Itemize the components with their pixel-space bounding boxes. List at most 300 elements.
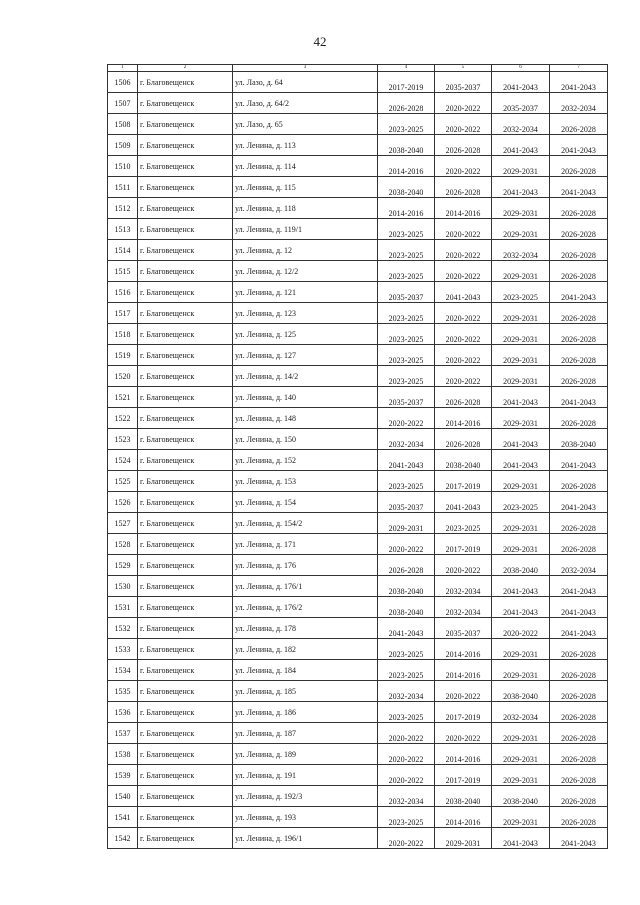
city-cell: г. Благовещенск — [138, 429, 233, 450]
row-number: 1542 — [108, 828, 138, 849]
period-cell: 2026-2028 — [550, 807, 608, 828]
period-cell: 2020-2022 — [435, 156, 492, 177]
period-cell: 2041-2043 — [550, 828, 608, 849]
row-number: 1533 — [108, 639, 138, 660]
period-cell: 2017-2019 — [435, 765, 492, 786]
row-number: 1526 — [108, 492, 138, 513]
period-cell: 2020-2022 — [378, 744, 435, 765]
row-number: 1511 — [108, 177, 138, 198]
period-cell: 2041-2043 — [492, 828, 550, 849]
period-cell: 2026-2028 — [550, 324, 608, 345]
period-cell: 2035-2037 — [378, 282, 435, 303]
table-row — [108, 366, 608, 387]
period-cell: 2026-2028 — [550, 366, 608, 387]
row-number: 1535 — [108, 681, 138, 702]
column-number-row — [108, 65, 608, 72]
period-cell: 2038-2040 — [550, 429, 608, 450]
period-cell: 2020-2022 — [435, 240, 492, 261]
period-cell: 2026-2028 — [435, 429, 492, 450]
row-number: 1538 — [108, 744, 138, 765]
address-cell: ул. Ленина, д. 176/2 — [233, 597, 378, 618]
city-cell: г. Благовещенск — [138, 723, 233, 744]
period-cell: 2041-2043 — [550, 72, 608, 93]
period-cell: 2029-2031 — [492, 744, 550, 765]
period-cell: 2026-2028 — [378, 555, 435, 576]
period-cell: 2032-2034 — [550, 93, 608, 114]
period-cell: 2026-2028 — [435, 135, 492, 156]
period-cell: 2020-2022 — [435, 324, 492, 345]
period-cell: 2023-2025 — [378, 702, 435, 723]
table-row — [108, 723, 608, 744]
period-cell: 2017-2019 — [378, 72, 435, 93]
city-cell: г. Благовещенск — [138, 828, 233, 849]
period-cell: 2038-2040 — [378, 597, 435, 618]
period-cell: 2026-2028 — [550, 702, 608, 723]
period-cell: 2041-2043 — [435, 282, 492, 303]
period-cell: 2026-2028 — [550, 681, 608, 702]
table-row — [108, 576, 608, 597]
table-row — [108, 282, 608, 303]
address-cell: ул. Ленина, д. 114 — [233, 156, 378, 177]
period-cell: 2029-2031 — [492, 408, 550, 429]
period-cell: 2017-2019 — [435, 471, 492, 492]
table-row — [108, 450, 608, 471]
table-row — [108, 303, 608, 324]
period-cell: 2017-2019 — [435, 702, 492, 723]
row-number: 1534 — [108, 660, 138, 681]
address-cell: ул. Ленина, д. 192/3 — [233, 786, 378, 807]
row-number: 1513 — [108, 219, 138, 240]
city-cell: г. Благовещенск — [138, 450, 233, 471]
period-cell: 2029-2031 — [492, 471, 550, 492]
address-cell: ул. Ленина, д. 12/2 — [233, 261, 378, 282]
column-number: 3 — [233, 65, 378, 72]
period-cell: 2026-2028 — [550, 513, 608, 534]
period-cell: 2032-2034 — [550, 555, 608, 576]
address-cell: ул. Лазо, д. 64 — [233, 72, 378, 93]
period-cell: 2041-2043 — [492, 177, 550, 198]
period-cell: 2023-2025 — [435, 513, 492, 534]
period-cell: 2041-2043 — [492, 597, 550, 618]
row-number: 1528 — [108, 534, 138, 555]
period-cell: 2026-2028 — [550, 723, 608, 744]
address-cell: ул. Ленина, д. 150 — [233, 429, 378, 450]
period-cell: 2020-2022 — [435, 345, 492, 366]
period-cell: 2020-2022 — [435, 261, 492, 282]
period-cell: 2023-2025 — [492, 492, 550, 513]
table-row — [108, 702, 608, 723]
city-cell: г. Благовещенск — [138, 765, 233, 786]
table-row — [108, 471, 608, 492]
table-row — [108, 156, 608, 177]
address-cell: ул. Ленина, д. 191 — [233, 765, 378, 786]
period-cell: 2014-2016 — [435, 744, 492, 765]
table-row — [108, 261, 608, 282]
period-cell: 2026-2028 — [550, 156, 608, 177]
period-cell: 2029-2031 — [435, 828, 492, 849]
column-number: 2 — [138, 65, 233, 72]
period-cell: 2029-2031 — [492, 261, 550, 282]
address-cell: ул. Ленина, д. 176/1 — [233, 576, 378, 597]
period-cell: 2029-2031 — [492, 303, 550, 324]
period-cell: 2041-2043 — [492, 135, 550, 156]
period-cell: 2041-2043 — [550, 135, 608, 156]
row-number: 1539 — [108, 765, 138, 786]
address-cell: ул. Ленина, д. 154 — [233, 492, 378, 513]
table-row — [108, 597, 608, 618]
period-cell: 2029-2031 — [492, 198, 550, 219]
column-number: 7 — [550, 65, 608, 72]
period-cell: 2026-2028 — [550, 471, 608, 492]
period-cell: 2026-2028 — [550, 114, 608, 135]
row-number: 1517 — [108, 303, 138, 324]
period-cell: 2029-2031 — [492, 345, 550, 366]
period-cell: 2020-2022 — [378, 828, 435, 849]
period-cell: 2026-2028 — [550, 303, 608, 324]
period-cell: 2023-2025 — [378, 240, 435, 261]
period-cell: 2026-2028 — [550, 534, 608, 555]
city-cell: г. Благовещенск — [138, 345, 233, 366]
table-row — [108, 660, 608, 681]
row-number: 1512 — [108, 198, 138, 219]
row-number: 1541 — [108, 807, 138, 828]
period-cell: 2026-2028 — [550, 240, 608, 261]
city-cell: г. Благовещенск — [138, 639, 233, 660]
column-number: 1 — [108, 65, 138, 72]
period-cell: 2014-2016 — [435, 639, 492, 660]
period-cell: 2038-2040 — [378, 135, 435, 156]
row-number: 1514 — [108, 240, 138, 261]
city-cell: г. Благовещенск — [138, 198, 233, 219]
period-cell: 2032-2034 — [378, 681, 435, 702]
row-number: 1536 — [108, 702, 138, 723]
row-number: 1531 — [108, 597, 138, 618]
period-cell: 2041-2043 — [492, 450, 550, 471]
period-cell: 2029-2031 — [492, 807, 550, 828]
period-cell: 2020-2022 — [378, 534, 435, 555]
city-cell: г. Благовещенск — [138, 576, 233, 597]
address-cell: ул. Лазо, д. 64/2 — [233, 93, 378, 114]
table-row — [108, 219, 608, 240]
period-cell: 2032-2034 — [378, 786, 435, 807]
row-number: 1519 — [108, 345, 138, 366]
period-cell: 2035-2037 — [378, 492, 435, 513]
table-row — [108, 324, 608, 345]
address-cell: ул. Ленина, д. 193 — [233, 807, 378, 828]
period-cell: 2020-2022 — [378, 408, 435, 429]
period-cell: 2035-2037 — [492, 93, 550, 114]
period-cell: 2029-2031 — [492, 156, 550, 177]
period-cell: 2014-2016 — [435, 198, 492, 219]
period-cell: 2041-2043 — [378, 450, 435, 471]
city-cell: г. Благовещенск — [138, 492, 233, 513]
period-cell: 2038-2040 — [492, 555, 550, 576]
row-number: 1527 — [108, 513, 138, 534]
period-cell: 2020-2022 — [435, 723, 492, 744]
period-cell: 2029-2031 — [492, 723, 550, 744]
city-cell: г. Благовещенск — [138, 156, 233, 177]
address-cell: ул. Лазо, д. 65 — [233, 114, 378, 135]
period-cell: 2020-2022 — [435, 93, 492, 114]
period-cell: 2020-2022 — [435, 681, 492, 702]
column-number: 4 — [378, 65, 435, 72]
city-cell: г. Благовещенск — [138, 660, 233, 681]
table-row — [108, 135, 608, 156]
period-cell: 2032-2034 — [378, 429, 435, 450]
city-cell: г. Благовещенск — [138, 534, 233, 555]
city-cell: г. Благовещенск — [138, 261, 233, 282]
address-cell: ул. Ленина, д. 125 — [233, 324, 378, 345]
period-cell: 2041-2043 — [492, 72, 550, 93]
table-row — [108, 534, 608, 555]
period-cell: 2023-2025 — [378, 219, 435, 240]
city-cell: г. Благовещенск — [138, 744, 233, 765]
period-cell: 2014-2016 — [435, 807, 492, 828]
period-cell: 2020-2022 — [435, 219, 492, 240]
city-cell: г. Благовещенск — [138, 366, 233, 387]
period-cell: 2029-2031 — [378, 513, 435, 534]
period-cell: 2026-2028 — [550, 198, 608, 219]
column-number: 5 — [435, 65, 492, 72]
housing-register-table — [107, 64, 608, 849]
address-cell: ул. Ленина, д. 178 — [233, 618, 378, 639]
address-cell: ул. Ленина, д. 115 — [233, 177, 378, 198]
period-cell: 2014-2016 — [435, 660, 492, 681]
period-cell: 2026-2028 — [550, 639, 608, 660]
period-cell: 2026-2028 — [378, 93, 435, 114]
period-cell: 2026-2028 — [550, 219, 608, 240]
period-cell: 2041-2043 — [550, 618, 608, 639]
address-cell: ул. Ленина, д. 189 — [233, 744, 378, 765]
row-number: 1524 — [108, 450, 138, 471]
period-cell: 2014-2016 — [435, 408, 492, 429]
table-row — [108, 807, 608, 828]
row-number: 1529 — [108, 555, 138, 576]
row-number: 1508 — [108, 114, 138, 135]
address-cell: ул. Ленина, д. 118 — [233, 198, 378, 219]
period-cell: 2023-2025 — [378, 639, 435, 660]
period-cell: 2035-2037 — [378, 387, 435, 408]
address-cell: ул. Ленина, д. 153 — [233, 471, 378, 492]
period-cell: 2029-2031 — [492, 324, 550, 345]
city-cell: г. Благовещенск — [138, 702, 233, 723]
period-cell: 2026-2028 — [550, 786, 608, 807]
period-cell: 2038-2040 — [492, 681, 550, 702]
table-row — [108, 513, 608, 534]
period-cell: 2035-2037 — [435, 618, 492, 639]
row-number: 1518 — [108, 324, 138, 345]
table-row — [108, 72, 608, 93]
period-cell: 2041-2043 — [492, 576, 550, 597]
period-cell: 2023-2025 — [378, 471, 435, 492]
table-body — [108, 65, 608, 849]
period-cell: 2020-2022 — [435, 366, 492, 387]
period-cell: 2023-2025 — [378, 324, 435, 345]
address-cell: ул. Ленина, д. 148 — [233, 408, 378, 429]
period-cell: 2041-2043 — [492, 429, 550, 450]
table-row — [108, 618, 608, 639]
table-row — [108, 408, 608, 429]
row-number: 1540 — [108, 786, 138, 807]
table-row — [108, 198, 608, 219]
period-cell: 2038-2040 — [378, 177, 435, 198]
table-row — [108, 555, 608, 576]
table-row — [108, 345, 608, 366]
row-number: 1521 — [108, 387, 138, 408]
period-cell: 2020-2022 — [378, 723, 435, 744]
table-row — [108, 639, 608, 660]
address-cell: ул. Ленина, д. 123 — [233, 303, 378, 324]
row-number: 1522 — [108, 408, 138, 429]
period-cell: 2041-2043 — [550, 576, 608, 597]
period-cell: 2038-2040 — [378, 576, 435, 597]
city-cell: г. Благовещенск — [138, 135, 233, 156]
address-cell: ул. Ленина, д. 140 — [233, 387, 378, 408]
table-row — [108, 387, 608, 408]
address-cell: ул. Ленина, д. 119/1 — [233, 219, 378, 240]
period-cell: 2023-2025 — [378, 807, 435, 828]
address-cell: ул. Ленина, д. 185 — [233, 681, 378, 702]
period-cell: 2041-2043 — [550, 282, 608, 303]
period-cell: 2038-2040 — [492, 786, 550, 807]
row-number: 1509 — [108, 135, 138, 156]
period-cell: 2026-2028 — [550, 744, 608, 765]
address-cell: ул. Ленина, д. 14/2 — [233, 366, 378, 387]
row-number: 1507 — [108, 93, 138, 114]
period-cell: 2038-2040 — [435, 450, 492, 471]
period-cell: 2032-2034 — [492, 702, 550, 723]
table-row — [108, 765, 608, 786]
city-cell: г. Благовещенск — [138, 618, 233, 639]
period-cell: 2023-2025 — [378, 114, 435, 135]
city-cell: г. Благовещенск — [138, 786, 233, 807]
period-cell: 2026-2028 — [550, 765, 608, 786]
period-cell: 2041-2043 — [550, 597, 608, 618]
city-cell: г. Благовещенск — [138, 471, 233, 492]
period-cell: 2023-2025 — [378, 303, 435, 324]
period-cell: 2023-2025 — [378, 345, 435, 366]
period-cell: 2041-2043 — [550, 387, 608, 408]
table-row — [108, 177, 608, 198]
period-cell: 2029-2031 — [492, 660, 550, 681]
period-cell: 2038-2040 — [435, 786, 492, 807]
period-cell: 2023-2025 — [378, 366, 435, 387]
period-cell: 2029-2031 — [492, 639, 550, 660]
address-cell: ул. Ленина, д. 182 — [233, 639, 378, 660]
city-cell: г. Благовещенск — [138, 387, 233, 408]
period-cell: 2020-2022 — [492, 618, 550, 639]
row-number: 1532 — [108, 618, 138, 639]
period-cell: 2020-2022 — [435, 555, 492, 576]
period-cell: 2041-2043 — [492, 387, 550, 408]
period-cell: 2032-2034 — [435, 576, 492, 597]
period-cell: 2020-2022 — [435, 303, 492, 324]
period-cell: 2041-2043 — [550, 450, 608, 471]
address-cell: ул. Ленина, д. 196/1 — [233, 828, 378, 849]
period-cell: 2041-2043 — [550, 177, 608, 198]
city-cell: г. Благовещенск — [138, 555, 233, 576]
city-cell: г. Благовещенск — [138, 597, 233, 618]
address-cell: ул. Ленина, д. 154/2 — [233, 513, 378, 534]
period-cell: 2032-2034 — [435, 597, 492, 618]
row-number: 1510 — [108, 156, 138, 177]
city-cell: г. Благовещенск — [138, 72, 233, 93]
row-number: 1520 — [108, 366, 138, 387]
period-cell: 2026-2028 — [435, 387, 492, 408]
city-cell: г. Благовещенск — [138, 282, 233, 303]
period-cell: 2029-2031 — [492, 219, 550, 240]
column-number: 6 — [492, 65, 550, 72]
period-cell: 2014-2016 — [378, 198, 435, 219]
table-row — [108, 786, 608, 807]
period-cell: 2029-2031 — [492, 366, 550, 387]
row-number: 1506 — [108, 72, 138, 93]
table-row — [108, 429, 608, 450]
period-cell: 2026-2028 — [550, 261, 608, 282]
period-cell: 2017-2019 — [435, 534, 492, 555]
period-cell: 2029-2031 — [492, 513, 550, 534]
table-row — [108, 93, 608, 114]
row-number: 1525 — [108, 471, 138, 492]
row-number: 1537 — [108, 723, 138, 744]
period-cell: 2032-2034 — [492, 240, 550, 261]
period-cell: 2029-2031 — [492, 765, 550, 786]
address-cell: ул. Ленина, д. 12 — [233, 240, 378, 261]
period-cell: 2020-2022 — [378, 765, 435, 786]
address-cell: ул. Ленина, д. 121 — [233, 282, 378, 303]
table-row — [108, 492, 608, 513]
period-cell: 2023-2025 — [378, 660, 435, 681]
row-number: 1515 — [108, 261, 138, 282]
page-number: 42 — [313, 34, 327, 49]
period-cell: 2014-2016 — [378, 156, 435, 177]
row-number: 1523 — [108, 429, 138, 450]
period-cell: 2023-2025 — [378, 261, 435, 282]
address-cell: ул. Ленина, д. 127 — [233, 345, 378, 366]
table-row — [108, 240, 608, 261]
address-cell: ул. Ленина, д. 187 — [233, 723, 378, 744]
address-cell: ул. Ленина, д. 186 — [233, 702, 378, 723]
period-cell: 2026-2028 — [550, 660, 608, 681]
row-number: 1530 — [108, 576, 138, 597]
address-cell: ул. Ленина, д. 184 — [233, 660, 378, 681]
period-cell: 2026-2028 — [550, 408, 608, 429]
city-cell: г. Благовещенск — [138, 408, 233, 429]
period-cell: 2023-2025 — [492, 282, 550, 303]
city-cell: г. Благовещенск — [138, 807, 233, 828]
period-cell: 2032-2034 — [492, 114, 550, 135]
address-cell: ул. Ленина, д. 176 — [233, 555, 378, 576]
period-cell: 2041-2043 — [550, 492, 608, 513]
city-cell: г. Благовещенск — [138, 93, 233, 114]
table-row — [108, 744, 608, 765]
address-cell: ул. Ленина, д. 171 — [233, 534, 378, 555]
address-cell: ул. Ленина, д. 113 — [233, 135, 378, 156]
table-row — [108, 681, 608, 702]
row-number: 1516 — [108, 282, 138, 303]
table-row — [108, 828, 608, 849]
city-cell: г. Благовещенск — [138, 240, 233, 261]
city-cell: г. Благовещенск — [138, 324, 233, 345]
period-cell: 2029-2031 — [492, 534, 550, 555]
address-cell: ул. Ленина, д. 152 — [233, 450, 378, 471]
city-cell: г. Благовещенск — [138, 513, 233, 534]
city-cell: г. Благовещенск — [138, 114, 233, 135]
period-cell: 2035-2037 — [435, 72, 492, 93]
city-cell: г. Благовещенск — [138, 219, 233, 240]
city-cell: г. Благовещенск — [138, 681, 233, 702]
period-cell: 2020-2022 — [435, 114, 492, 135]
